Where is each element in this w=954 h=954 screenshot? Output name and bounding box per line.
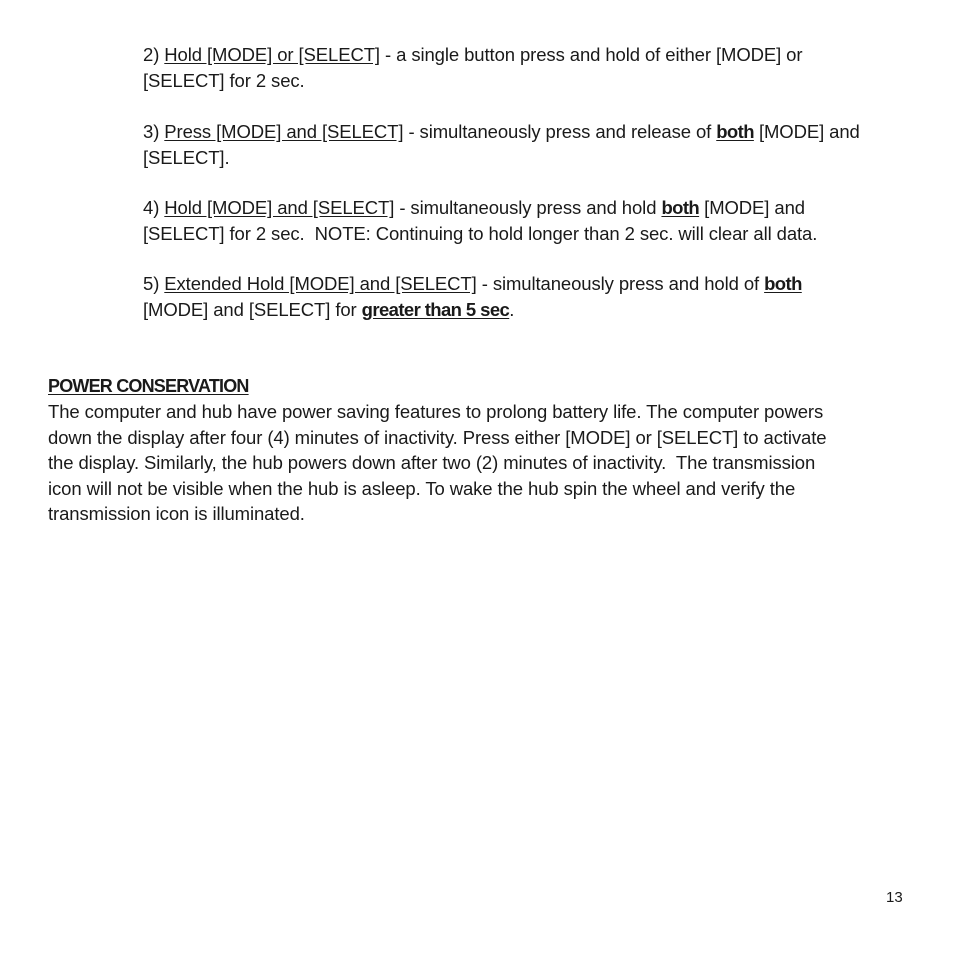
- step-3: [143, 119, 913, 170]
- step-number: 2): [143, 44, 160, 65]
- step-description-line2: [SELECT] for 2 sec.: [143, 69, 305, 91]
- step-title: Hold [MODE] or [SELECT]: [164, 44, 380, 65]
- step-description-line2: [SELECT] for 2 sec. NOTE: Continuing to hold longer than 2 sec. will clear all data.: [143, 222, 818, 244]
- step-title: Press [MODE] and [SELECT]: [164, 121, 404, 142]
- step-description-line2: [SELECT].: [143, 146, 230, 168]
- step-4: [143, 195, 913, 246]
- emphasis-both: both: [661, 197, 700, 218]
- section-heading-power-conservation: POWER CONSERVATION: [48, 376, 249, 396]
- step-description: - simultaneously press and hold: [399, 197, 657, 218]
- step-number: 4): [143, 197, 160, 218]
- step-2: [143, 42, 913, 93]
- step-description: - simultaneously press and hold of: [481, 273, 760, 294]
- step-title: Hold [MODE] and [SELECT]: [164, 197, 395, 218]
- emphasis-duration: greater than 5 sec: [361, 298, 510, 320]
- step-5: [143, 271, 913, 322]
- body-line: the display. Similarly, the hub powers down after two (2) minutes of inactivity. The transmission: [48, 452, 816, 473]
- emphasis-both: both: [716, 121, 754, 142]
- step-title: Extended Hold [MODE] and [SELECT]: [164, 273, 477, 294]
- step-number: 5): [143, 273, 160, 294]
- power-conservation-body: [48, 399, 910, 527]
- body-line: transmission icon is illuminated.: [48, 503, 305, 524]
- step-description-end: [MODE] and: [704, 197, 805, 218]
- step-description-period: .: [509, 298, 515, 320]
- body-line: icon will not be visible when the hub is asleep. To wake the hub spin the wheel and verify the: [48, 477, 796, 499]
- step-description-line2: [MODE] and [SELECT] for: [143, 298, 357, 320]
- step-description: - simultaneously press and release of: [408, 121, 712, 142]
- step-number: 3): [143, 121, 160, 142]
- body-line: down the display after four (4) minutes of inactivity. Press either [MODE] or [SELECT] to activate: [48, 426, 827, 448]
- step-description-end: [MODE] and: [758, 121, 860, 142]
- page-number: 13: [886, 889, 903, 906]
- body-line: The computer and hub have power saving features to prolong battery life. The computer powers: [48, 401, 824, 422]
- emphasis-both: both: [764, 273, 802, 294]
- step-description: - a single button press and hold of either [MODE] or: [385, 44, 803, 65]
